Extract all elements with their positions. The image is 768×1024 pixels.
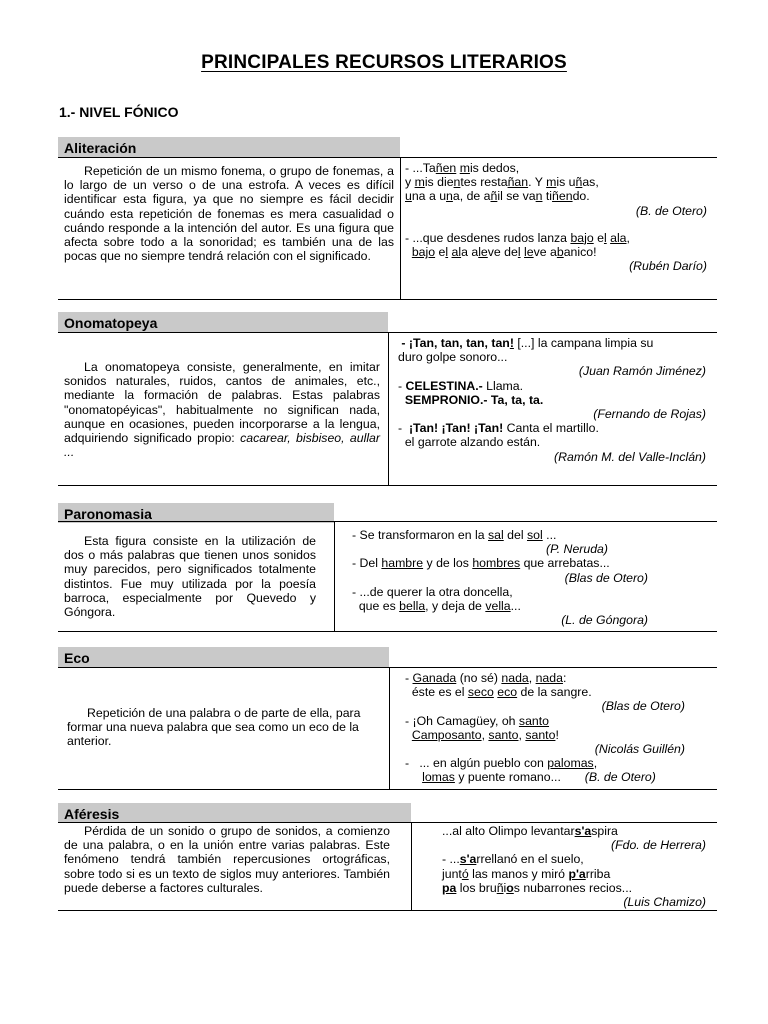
figure-eco bbox=[58, 647, 717, 790]
figure-description: Repetición de una palabra o de parte de ella, para formar una nueva palabra que sea como un eco de la anterior. bbox=[67, 706, 361, 749]
figure-description: Esta figura consiste en la utilización de dos o más palabras que tienen unos sonidos muy parecidos, pero significados totalmente distintos. Fue muy utilizada por la poesía barroca, especialmente por Quevedo y Góngora. bbox=[64, 534, 316, 620]
figure-table bbox=[58, 157, 717, 300]
author: (Luis Chamizo) bbox=[623, 895, 706, 910]
author: (Fernando de Rojas) bbox=[593, 407, 706, 422]
figure-onomatopeya bbox=[58, 312, 717, 486]
author: (Fdo. de Herrera) bbox=[611, 838, 706, 853]
author: (Ramón M. del Valle-Inclán) bbox=[554, 449, 706, 464]
figure-examples: - ...Tañen mis dedos, y mis dientes restañan. Y mis uñas, una a una, de añil se van tiñendo. (B. de Otero) - ...que desdenes rudos lanza bajo el ala, bajo el ala aleve del leve abanico! (Rubén Darío) bbox=[405, 161, 707, 274]
author: (B. de Otero) bbox=[635, 203, 707, 218]
author: (P. Neruda) bbox=[546, 542, 608, 557]
figure-aferesis bbox=[58, 803, 717, 911]
figure-table bbox=[58, 521, 717, 632]
figure-aliteracion bbox=[58, 137, 717, 300]
figure-header: Aféresis bbox=[58, 803, 411, 823]
section-heading: 1.- NIVEL FÓNICO bbox=[59, 104, 179, 120]
figure-header: Eco bbox=[58, 647, 389, 667]
figure-description: Pérdida de un sonido o grupo de sonidos, a comienzo de una palabra, o en la unión entre varias palabras. Este fenómeno tendrá también repercusiones ortográficas, sobre todo si es un texto de siglos muy anteriores. También puede deberse a factores culturales. bbox=[64, 824, 390, 895]
figure-examples: - Se transformaron en la sal del sol ... (P. Neruda) - Del hambre y de los hombres que arrebatas... (Blas de Otero) - ...de querer la otra doncella, que es bella, y deja de vella... (L. de Góngora) bbox=[352, 528, 652, 627]
figure-header: Paronomasia bbox=[58, 503, 334, 523]
figure-paronomasia bbox=[58, 503, 717, 632]
author: (Blas de Otero) bbox=[601, 699, 685, 714]
figure-table bbox=[58, 822, 717, 911]
author: (L. de Góngora) bbox=[561, 613, 648, 628]
figure-table bbox=[58, 332, 717, 486]
author: (B. de Otero) bbox=[584, 770, 656, 785]
author: (Nicolás Guillén) bbox=[594, 742, 685, 757]
figure-examples: ...al alto Olimpo levantars'aspira (Fdo. de Herrera) - ...s'arrellanó en el suelo, juntó las manos y miró p'arriba pa los bruñios nubarrones recios... (Luis Chamizo) bbox=[442, 824, 714, 909]
figure-header: Aliteración bbox=[58, 137, 400, 157]
figure-table bbox=[58, 667, 717, 790]
figure-header: Onomatopeya bbox=[58, 312, 388, 332]
figure-description: La onomatopeya consiste, generalmente, en imitar sonidos naturales, ruidos, cantos de animales, etc., mediante la formación de palabras. Estas palabras "onomatopéyicas", habitualmente no significan nada, aunque en ocasiones, pueden incorporarse a la lengua, adquiriendo significado propio: cacarear, bisbiseo, aullar ... bbox=[64, 360, 380, 460]
page-title: PRINCIPALES RECURSOS LITERARIOS bbox=[201, 52, 567, 73]
author: (Juan Ramón Jiménez) bbox=[578, 364, 706, 379]
figure-examples: - ¡Tan, tan, tan, tan! [...] la campana limpia su duro golpe sonoro... (Juan Ramón Jiménez) - CELESTINA.- Llama. SEMPRONIO.- Ta, ta, ta. (Fernando de Rojas) - ¡Tan! ¡Tan! ¡Tan! Canta el martillo. el garrote alzando están. (Ramón M. del Valle-Inclán) bbox=[398, 336, 706, 464]
figure-description: Repetición de un mismo fonema, o grupo de fonemas, a lo largo de un verso o de una estrofa. A veces es difícil identificar esta figura, ya que no siempre es fácil decidir cuándo esta repetición de fonemas es mera casualidad o cuándo responde a la intención del autor. Es una figura que afecta sobre todo a la sonoridad; es también una de las pocas que no siempre tendrá relación con el significado. bbox=[64, 164, 394, 264]
author: (Blas de Otero) bbox=[564, 570, 648, 585]
figure-examples: - Ganada (no sé) nada, nada: éste es el seco eco de la sangre. (Blas de Otero) - ¡Oh Camagüey, oh santo Camposanto, santo, santo! (Nicolás Guillén) - ... en algún pueblo con palomas, lomas y puente romano... (B. de Otero) bbox=[405, 671, 705, 785]
author: (Rubén Darío) bbox=[629, 259, 707, 274]
